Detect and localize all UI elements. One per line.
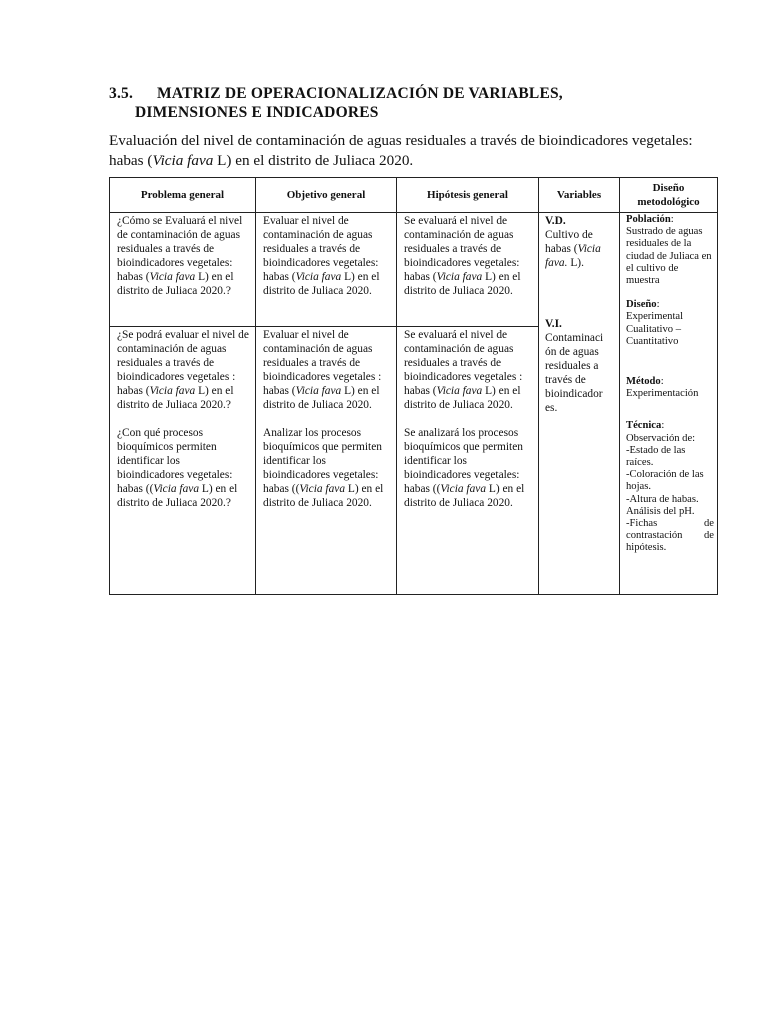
section-number: 3.5.	[109, 85, 134, 102]
species-italic: Vicia fava	[299, 483, 346, 495]
cell-hipotesis-2	[397, 327, 539, 595]
species-italic: Vicia fava	[436, 385, 483, 397]
text-segment: L) en el distrito de Juliaca 2020.	[263, 483, 384, 509]
text-segment: ¿Se podrá evaluar el nivel de contaminación de aguas residuales a través de bioindicadores vegetales : habas (	[117, 329, 249, 397]
intro-text-before: Evaluación del nivel de contaminación de aguas residuales a través de bioindicadores vegetales: habas (	[109, 132, 693, 169]
species-italic: Vicia fava	[153, 483, 200, 495]
tecnica-item: -Coloración de las hojas.	[626, 469, 704, 493]
cell-objetivo-1	[256, 213, 397, 327]
text-segment: L) en el distrito de Juliaca 2020.	[404, 271, 521, 297]
text-segment: ¿Con qué procesos bioquímicos permiten identificar los bioindicadores vegetales: habas ((	[117, 427, 233, 495]
text-segment: Analizar los procesos bioquímicos que permiten identificar los bioindicadores vegetales: habas ((	[263, 427, 382, 495]
poblacion-block: Población: Sustrado de aguas residuales de la ciudad de Juliaca en el cultivo de muestra	[626, 214, 712, 287]
table-header-row	[110, 178, 718, 213]
intro-paragraph	[109, 131, 709, 170]
cell-objetivo-2	[256, 327, 397, 595]
diseno-label: Diseño	[626, 299, 657, 311]
variable-independiente	[545, 317, 615, 415]
species-italic: Vicia fava	[295, 385, 342, 397]
table-row	[110, 213, 718, 327]
vi-label: V.I.	[545, 318, 562, 330]
text-segment: Se evaluará el nivel de contaminación de aguas residuales a través de bioindicadores vegetales: habas (	[404, 215, 520, 283]
text-segment: L) en el distrito de Juliaca 2020.	[404, 385, 521, 411]
vd-text: Cultivo de habas (	[545, 229, 593, 255]
cell-problema-2	[110, 327, 256, 595]
vd-species: Vicia fava.	[545, 243, 601, 269]
tecnica-label: Técnica	[626, 420, 662, 432]
text-segment: L) en el distrito de Juliaca 2020.	[263, 385, 380, 411]
header-diseno: Diseño metodológico	[620, 178, 718, 213]
tecnica-block: Técnica: Observación de: -Estado de las raíces. -Coloración de las hojas. -Altura de habas. Análisis del pH. -Fichas de contrastación de hipótesis.	[626, 420, 714, 554]
metodo-text: Experimentación	[626, 388, 699, 400]
text-segment: L) en el distrito de Juliaca 2020.?	[117, 483, 238, 509]
tecnica-item: -Altura de habas.	[626, 493, 699, 505]
text-segment: L) en el distrito de Juliaca 2020.	[263, 271, 380, 297]
diseno-text: Experimental Cualitativo – Cuantitativo	[626, 311, 684, 347]
header-hipotesis: Hipótesis general	[397, 178, 539, 213]
cell-problema-1	[110, 213, 256, 327]
header-problema: Problema general	[110, 178, 256, 213]
tecnica-item: -Estado de las raíces.	[626, 444, 686, 469]
vd-label: V.D.	[545, 215, 566, 227]
vi-text: Contaminaci ón de aguas residuales a través de bioindicador es.	[545, 332, 604, 414]
operationalization-matrix	[109, 177, 718, 595]
header-objetivo: Objetivo general	[256, 178, 397, 213]
diseno-block: Diseño: Experimental Cualitativo – Cuantitativo	[626, 299, 684, 347]
species-italic: Vicia fava	[149, 271, 196, 283]
vd-text-end: L).	[567, 257, 584, 269]
text-segment: Evaluar el nivel de contaminación de aguas residuales a través de bioindicadores vegetales: habas (	[263, 215, 379, 283]
header-variables: Variables	[539, 178, 620, 213]
section-title-line1: MATRIZ DE OPERACIONALIZACIÓN DE VARIABLES,	[157, 85, 563, 102]
text-segment: Se analizará los procesos bioquímicos que permiten identificar los bioindicadores vegetales: habas ((	[404, 427, 523, 495]
poblacion-text: Sustrado de aguas residuales de la ciudad de Juliaca en el cultivo de muestra	[626, 226, 712, 287]
text-segment: ¿Cómo se Evaluará el nivel de contaminación de aguas residuales a través de bioindicadores vegetales: habas (	[117, 215, 243, 283]
text-segment: Se evaluará el nivel de contaminación de aguas residuales a través de bioindicadores vegetales : habas (	[404, 329, 523, 397]
species-italic: Vicia fava	[436, 271, 483, 283]
intro-species: Vicia fava	[152, 151, 214, 169]
section-title-line2: DIMENSIONES E INDICADORES	[135, 104, 379, 121]
text-segment: L) en el distrito de Juliaca 2020.?	[117, 385, 234, 411]
cell-variables	[539, 213, 620, 595]
poblacion-label: Población	[626, 214, 671, 225]
metodo-block: Método: Experimentación	[626, 376, 699, 400]
tecnica-item: Observación de:	[626, 432, 696, 444]
tecnica-item: -Fichas de contrastación de hipótesis.	[626, 518, 714, 554]
species-italic: Vicia fava	[440, 483, 487, 495]
variable-dependiente	[545, 214, 615, 270]
metodo-label: Método	[626, 376, 661, 388]
text-segment: L) en el distrito de Juliaca 2020.?	[117, 271, 234, 297]
cell-diseno	[620, 213, 718, 595]
intro-text-after: L) en el distrito de Juliaca 2020.	[213, 151, 414, 169]
species-italic: Vicia fava	[149, 385, 196, 397]
tecnica-item: Análisis del pH.	[626, 505, 695, 517]
cell-hipotesis-1	[397, 213, 539, 327]
text-segment: Evaluar el nivel de contaminación de aguas residuales a través de bioindicadores vegetales : habas (	[263, 329, 382, 397]
section-heading	[109, 84, 669, 122]
text-segment: L) en el distrito de Juliaca 2020.	[404, 483, 525, 509]
species-italic: Vicia fava	[295, 271, 342, 283]
